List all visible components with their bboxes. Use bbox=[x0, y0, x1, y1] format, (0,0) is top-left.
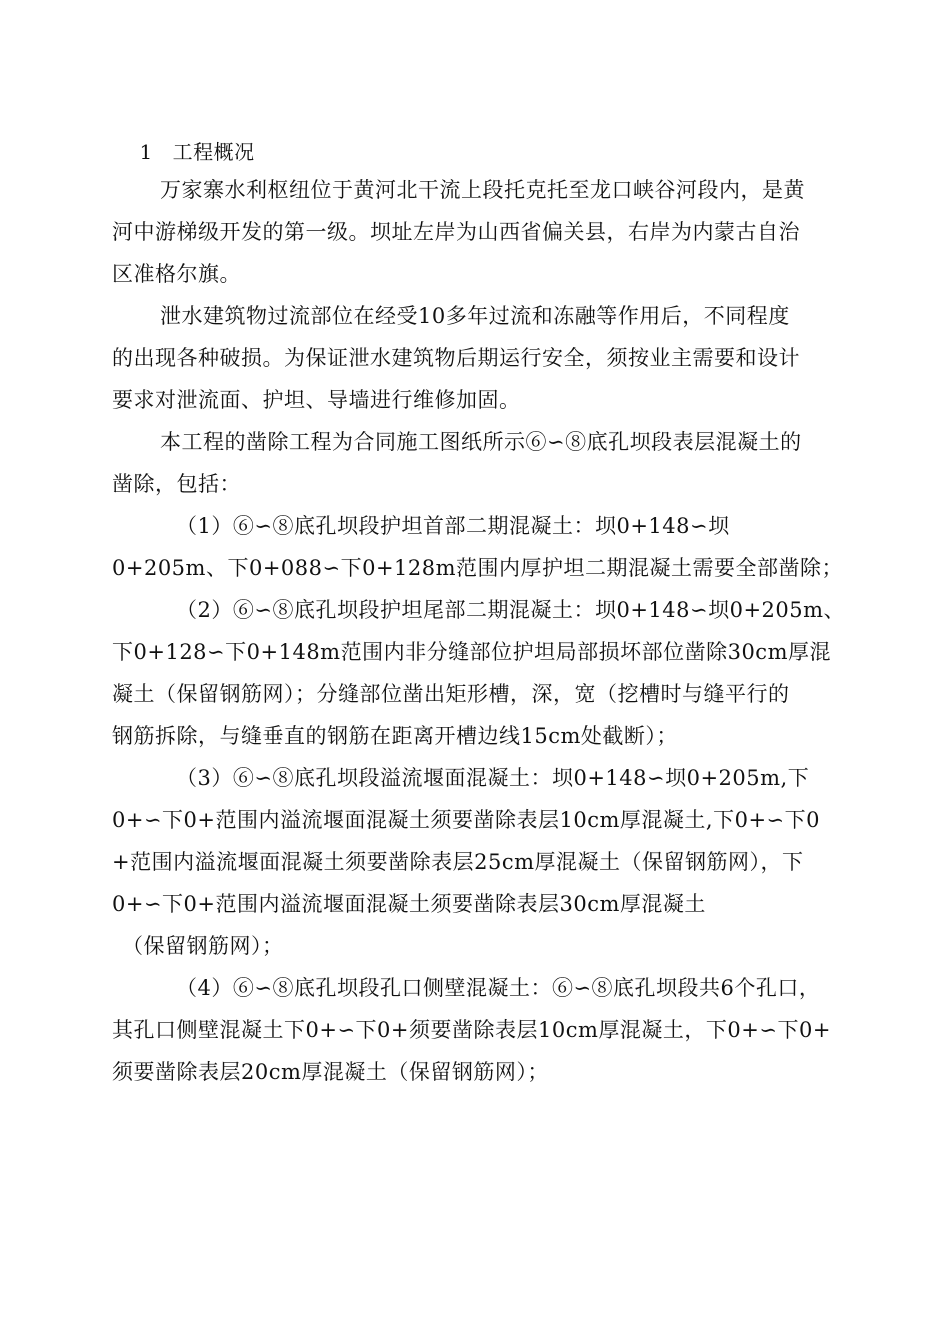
text-line: （4）⑥∽⑧底孔坝段孔口侧壁混凝土：⑥∽⑧底孔坝段共6个孔口， bbox=[176, 976, 821, 1000]
section-number: 1 bbox=[139, 140, 153, 164]
text-line: 本工程的凿除工程为合同施工图纸所示⑥∽⑧底孔坝段表层混凝土的 bbox=[160, 430, 802, 454]
section-title: 工程概况 bbox=[172, 140, 255, 164]
text-line: 0+205m、下0+088∽下0+128m范围内厚护坦二期混凝土需要全部凿除； bbox=[112, 556, 844, 580]
text-line: （保留钢筋网）； bbox=[122, 934, 284, 958]
text-line: （1）⑥∽⑧底孔坝段护坦首部二期混凝土：坝0+148∽坝 bbox=[176, 514, 730, 538]
text-line: 其孔口侧壁混凝土下0+∽下0+须要凿除表层10cm厚混凝土，下0+∽下0+ bbox=[112, 1018, 831, 1042]
text-line: 凿除，包括： bbox=[112, 472, 241, 496]
text-line: 须要凿除表层20cm厚混凝土（保留钢筋网）； bbox=[112, 1060, 549, 1084]
text-line: 下0+128∽下0+148m范围内非分缝部位护坦局部损坏部位凿除30cm厚混 bbox=[112, 640, 831, 664]
text-line: 泄水建筑物过流部位在经受10多年过流和冻融等作用后，不同程度 bbox=[160, 304, 790, 328]
text-line: 钢筋拆除，与缝垂直的钢筋在距离开槽边线15cm处截断）； bbox=[112, 724, 678, 748]
text-line: 凝土（保留钢筋网）；分缝部位凿出矩形槽，深，宽（挖槽时与缝平行的 bbox=[112, 682, 790, 706]
text-line: 0+∽下0+范围内溢流堰面混凝土须要凿除表层10cm厚混凝土,下0+∽下0 bbox=[112, 808, 820, 832]
text-line: 0+∽下0+范围内溢流堰面混凝土须要凿除表层30cm厚混凝土 bbox=[112, 892, 706, 916]
text-line: 要求对泄流面、护坦、导墙进行维修加固。 bbox=[112, 388, 521, 412]
text-line: （2）⑥∽⑧底孔坝段护坦尾部二期混凝土：坝0+148∽坝0+205m、 bbox=[176, 598, 846, 622]
text-line: +范围内溢流堰面混凝土须要凿除表层25cm厚混凝土（保留钢筋网），下 bbox=[112, 850, 804, 874]
text-line: 的出现各种破损。为保证泄水建筑物后期运行安全，须按业主需要和设计 bbox=[112, 346, 800, 370]
text-line: （3）⑥∽⑧底孔坝段溢流堰面混凝土：坝0+148∽坝0+205m,下 bbox=[176, 766, 810, 790]
text-line: 区准格尔旗。 bbox=[112, 262, 241, 286]
text-line: 河中游梯级开发的第一级。坝址左岸为山西省偏关县，右岸为内蒙古自治 bbox=[112, 220, 800, 244]
text-line: 万家寨水利枢纽位于黄河北干流上段托克托至龙口峡谷河段内，是黄 bbox=[160, 178, 805, 202]
